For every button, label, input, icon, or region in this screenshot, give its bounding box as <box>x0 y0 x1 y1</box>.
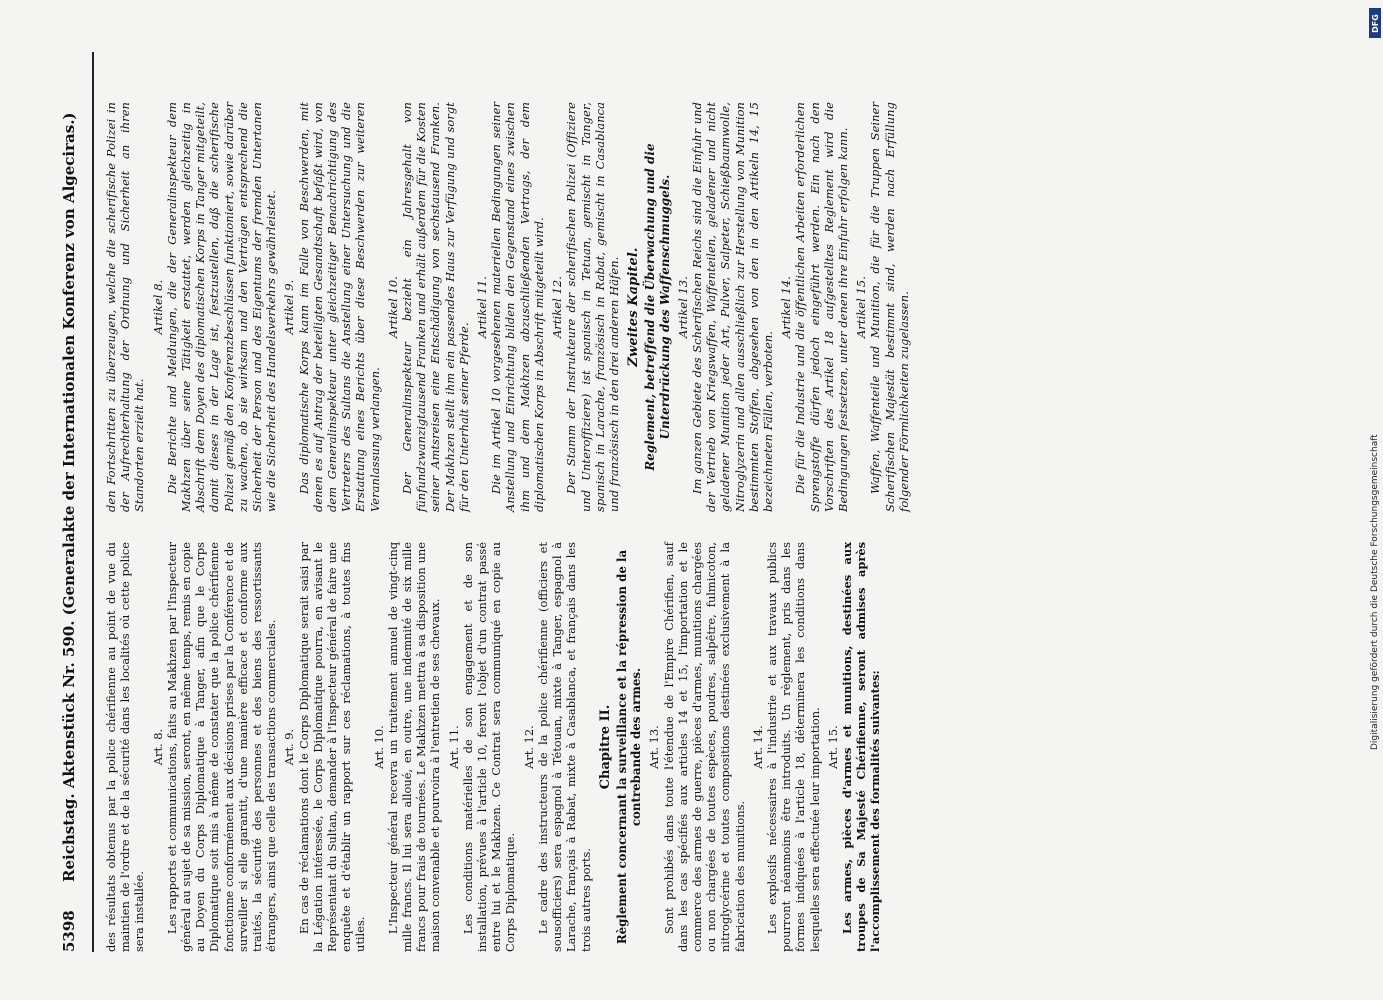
german-art8-text: Die Berichte und Meldungen, die der Generalinspekteur dem Makhzen über seine Tätigkeit erstattet, werden gleichzeitig in Abschrift dem Doyen des diplomatischen Korps in Tanger mitgeteilt, damit dieses in der Lage ist, festzustellen, daß die scherifische Polizei gemäß den Konferenzbeschlüssen funktioniert, sowie darüber zu wachen, ob sie wirksam und den Verträgen entsprechend die Sicherheit der Person und des Eigentums der fremden Untertanen wie die Sicherheit des Handelsverkehrs gewährleistet. <box>164 102 279 512</box>
german-intro: den Fortschritten zu überzeugen, welche die scherifische Polizei in der Aufrechterhaltung der Ordnung und Sicherheit an ihren Standorten erzielt hat. <box>104 102 147 512</box>
german-art10-text: Der Generalinspekteur bezieht ein Jahresgehalt von fünfundzwanzigtausend Franken und erhält außerdem für die Kosten seiner Amtsreisen eine Entschädigung von sechstausend Franken. Der Makhzen stellt ihm ein passendes Haus zur Verfügung und sorgt für den Unterhalt seiner Pferde. <box>400 102 471 512</box>
french-art11-heading: Art. 11. <box>446 725 461 769</box>
french-art15-heading: Art. 15. <box>825 725 840 769</box>
german-chapter-heading: Zweites Kapitel. <box>626 247 642 367</box>
french-art13-heading: Art. 13. <box>647 725 662 769</box>
page-number: 5398 <box>60 910 78 952</box>
header-rule <box>92 52 94 952</box>
german-art13-text: Im ganzen Gebiete des Scherifischen Reichs sind die Einfuhr und der Vertrieb von Kriegswaffen, Waffenteilen, geladener und nicht geladener Munition jeder Art, Pulver, Salpeter, Schießbaumwolle, Nitroglyzerin und allen ausschließlich zur Herstellung von Munition bestimmten Stoffen, abgesehen von den in den Artikeln 14, 15 bezeichneten Fällen, verboten. <box>689 102 775 512</box>
german-art15-text: Waffen, Waffenteile und Munition, die für die Truppen Seiner Scherifischen Majestät bestimmt sind, werden nach Erfüllung folgender Förmlichkeiten zugelassen. <box>868 102 911 512</box>
french-art13-text: Sont prohibés dans toute l'étendue de l'Empire Chérifien, sauf dans les cas spécifiés aux articles 14 et 15, l'importation et le commerce des armes de guerre, pièces d'armes, munitions chargées ou non chargées de toutes espèces, poudres, salpêtre, fulmicoton, nitroglycérine et toutes compositions destinées exclusivement à la fabrication des munitions. <box>661 542 747 952</box>
german-column <box>104 102 911 512</box>
french-art14-heading: Art. 14. <box>750 725 765 769</box>
rotated-document-page <box>60 52 1360 952</box>
french-art14-text: Les explosifs nécessaires à l'industrie et aux travaux publics pourront néanmoins être introduits. Un règlement, pris dans les formes indiquées à l'article 18, déterminera les conditions dans lesquelles sera effectuée leur importation. <box>764 542 822 952</box>
page-header <box>60 52 90 952</box>
french-column <box>104 542 883 952</box>
french-art15-text: Les armes, pièces d'armes et munitions, destinées aux troupes de Sa Majesté Chérifienne, seront admises après l'accomplissement des formalités suivantes: <box>839 542 883 952</box>
german-art12-heading: Artikel 12. <box>550 276 565 339</box>
french-art9-heading: Art. 9. <box>282 728 297 766</box>
german-art12-text: Der Stamm der Instrukteure der scherifischen Polizei (Offiziere und Unteroffiziere) ist spanisch in Tetuan, gemischt in Tanger, spanisch in Larache, französisch in Rabat, gemischt in Casablanca und französisch in den drei anderen Häfen. <box>564 102 621 512</box>
digitization-credit: Digitalisierung gefördert durch die Deutsche Forschungsgemeinschaft <box>1370 434 1380 750</box>
german-art14-heading: Artikel 14. <box>779 276 794 339</box>
french-intro: des résultats obtenus par la police chérifienne au point de vue du maintien de l'ordre et de la sécurité dans les localités où cette police sera installée. <box>104 542 147 952</box>
running-title: Reichstag. Aktenstück Nr. 590. (Generalakte der Internationalen Konferenz von Algeciras.) <box>60 112 78 882</box>
french-art12-heading: Art. 12. <box>521 725 536 769</box>
german-art15-heading: Artikel 15. <box>854 276 869 339</box>
french-art8-text: Les rapports et communications, faits au Makhzen par l'Inspecteur général au sujet de sa mission, seront, en même temps, remis en copie au Doyen du Corps Diplomatique à Tanger, afin que le Corps Diplomatique soit mis à même de constater que la police chérifienne fonctionne conformément aux décisions prises par la Conférence et de surveiller si elle garantit, d'une manière efficace et conforme aux traités, la sécurité des personnes et des biens des ressortissants étrangers, ainsi que celle des transactions commerciales. <box>164 542 279 952</box>
german-art13-heading: Artikel 13. <box>675 276 690 339</box>
french-art10-text: L'Inspecteur général recevra un traitement annuel de vingt-cinq mille francs. Il lui sera alloué, en outre, une indemnité de six mille francs pour frais de tournées. Le Makhzen mettra à sa disposition une maison convenable et pourvoira à l'entretien de ses chevaux. <box>385 542 443 952</box>
german-art9-text: Das diplomatische Korps kann im Falle von Beschwerden, mit denen es auf Antrag der beteiligten Gesandtschaft befaßt wird, von dem Generalinspekteur unter gleichzeitiger Benachrichtigung des Vertreters des Sultans die Anstellung einer Untersuchung und die Erstattung eines Berichts über diese Beschwerden zur weiteren Veranlassung verlangen. <box>296 102 382 512</box>
german-art10-heading: Artikel 10. <box>385 276 400 339</box>
french-art11-text: Les conditions matérielles de son engagement et de son installation, prévues à l'article 10, feront l'objet d'un contrat passé entre lui et le Makhzen. Ce Contrat sera communiqué en copie au Corps Diplomatique. <box>460 542 518 952</box>
french-chapter-title: Règlement concernant la surveillance et la répression de la contrebande des armes. <box>614 549 644 945</box>
dfg-logo-label: DFG <box>1370 13 1380 33</box>
german-art14-text: Die für die Industrie und die öffentlichen Arbeiten erforderlichen Sprengstoffe dürfen jedoch eingeführt werden. Ein nach den Vorschriften des Artikel 18 aufgestelltes Reglement wird die Bedingungen festsetzen, unter denen ihre Einfuhr erfolgen kann. <box>793 102 850 512</box>
french-art9-text: En cas de réclamations dont le Corps Diplomatique serait saisi par la Légation intéressée, le Corps Diplomatique pourra, en avisant le Représentant du Sultan, demander à l'Inspecteur général de faire une enquête et d'établir un rapport sur ces réclamations, à toutes fins utiles. <box>296 542 368 952</box>
german-art11-text: Die im Artikel 10 vorgesehenen materiellen Bedingungen seiner Anstellung und Einrichtung bilden den Gegenstand eines zwischen ihm und dem Makhzen abzuschließenden Vertrags, der dem diplomatischen Korps in Abschrift mitgeteilt wird. <box>489 102 546 512</box>
german-art9-heading: Artikel 9. <box>282 279 297 335</box>
french-art10-heading: Art. 10. <box>371 725 386 769</box>
german-art8-heading: Artikel 8. <box>150 279 165 335</box>
french-art12-text: Le cadre des instructeurs de la police chérifienne (officiers et sousofficiers) sera espagnol à Tétouan, mixte à Tanger, espagnol à Larache, français à Rabat, mixte à Casablanca, et français dans les trois autres ports. <box>535 542 593 952</box>
german-art11-heading: Artikel 11. <box>475 276 490 339</box>
dfg-logo <box>1369 8 1381 38</box>
french-art8-heading: Art. 8. <box>150 728 165 766</box>
french-chapter-heading: Chapitre II. <box>597 704 613 790</box>
german-chapter-title: Reglement, betreffend die Überwachung und die Unterdrückung des Waffenschmuggels. <box>643 143 672 471</box>
